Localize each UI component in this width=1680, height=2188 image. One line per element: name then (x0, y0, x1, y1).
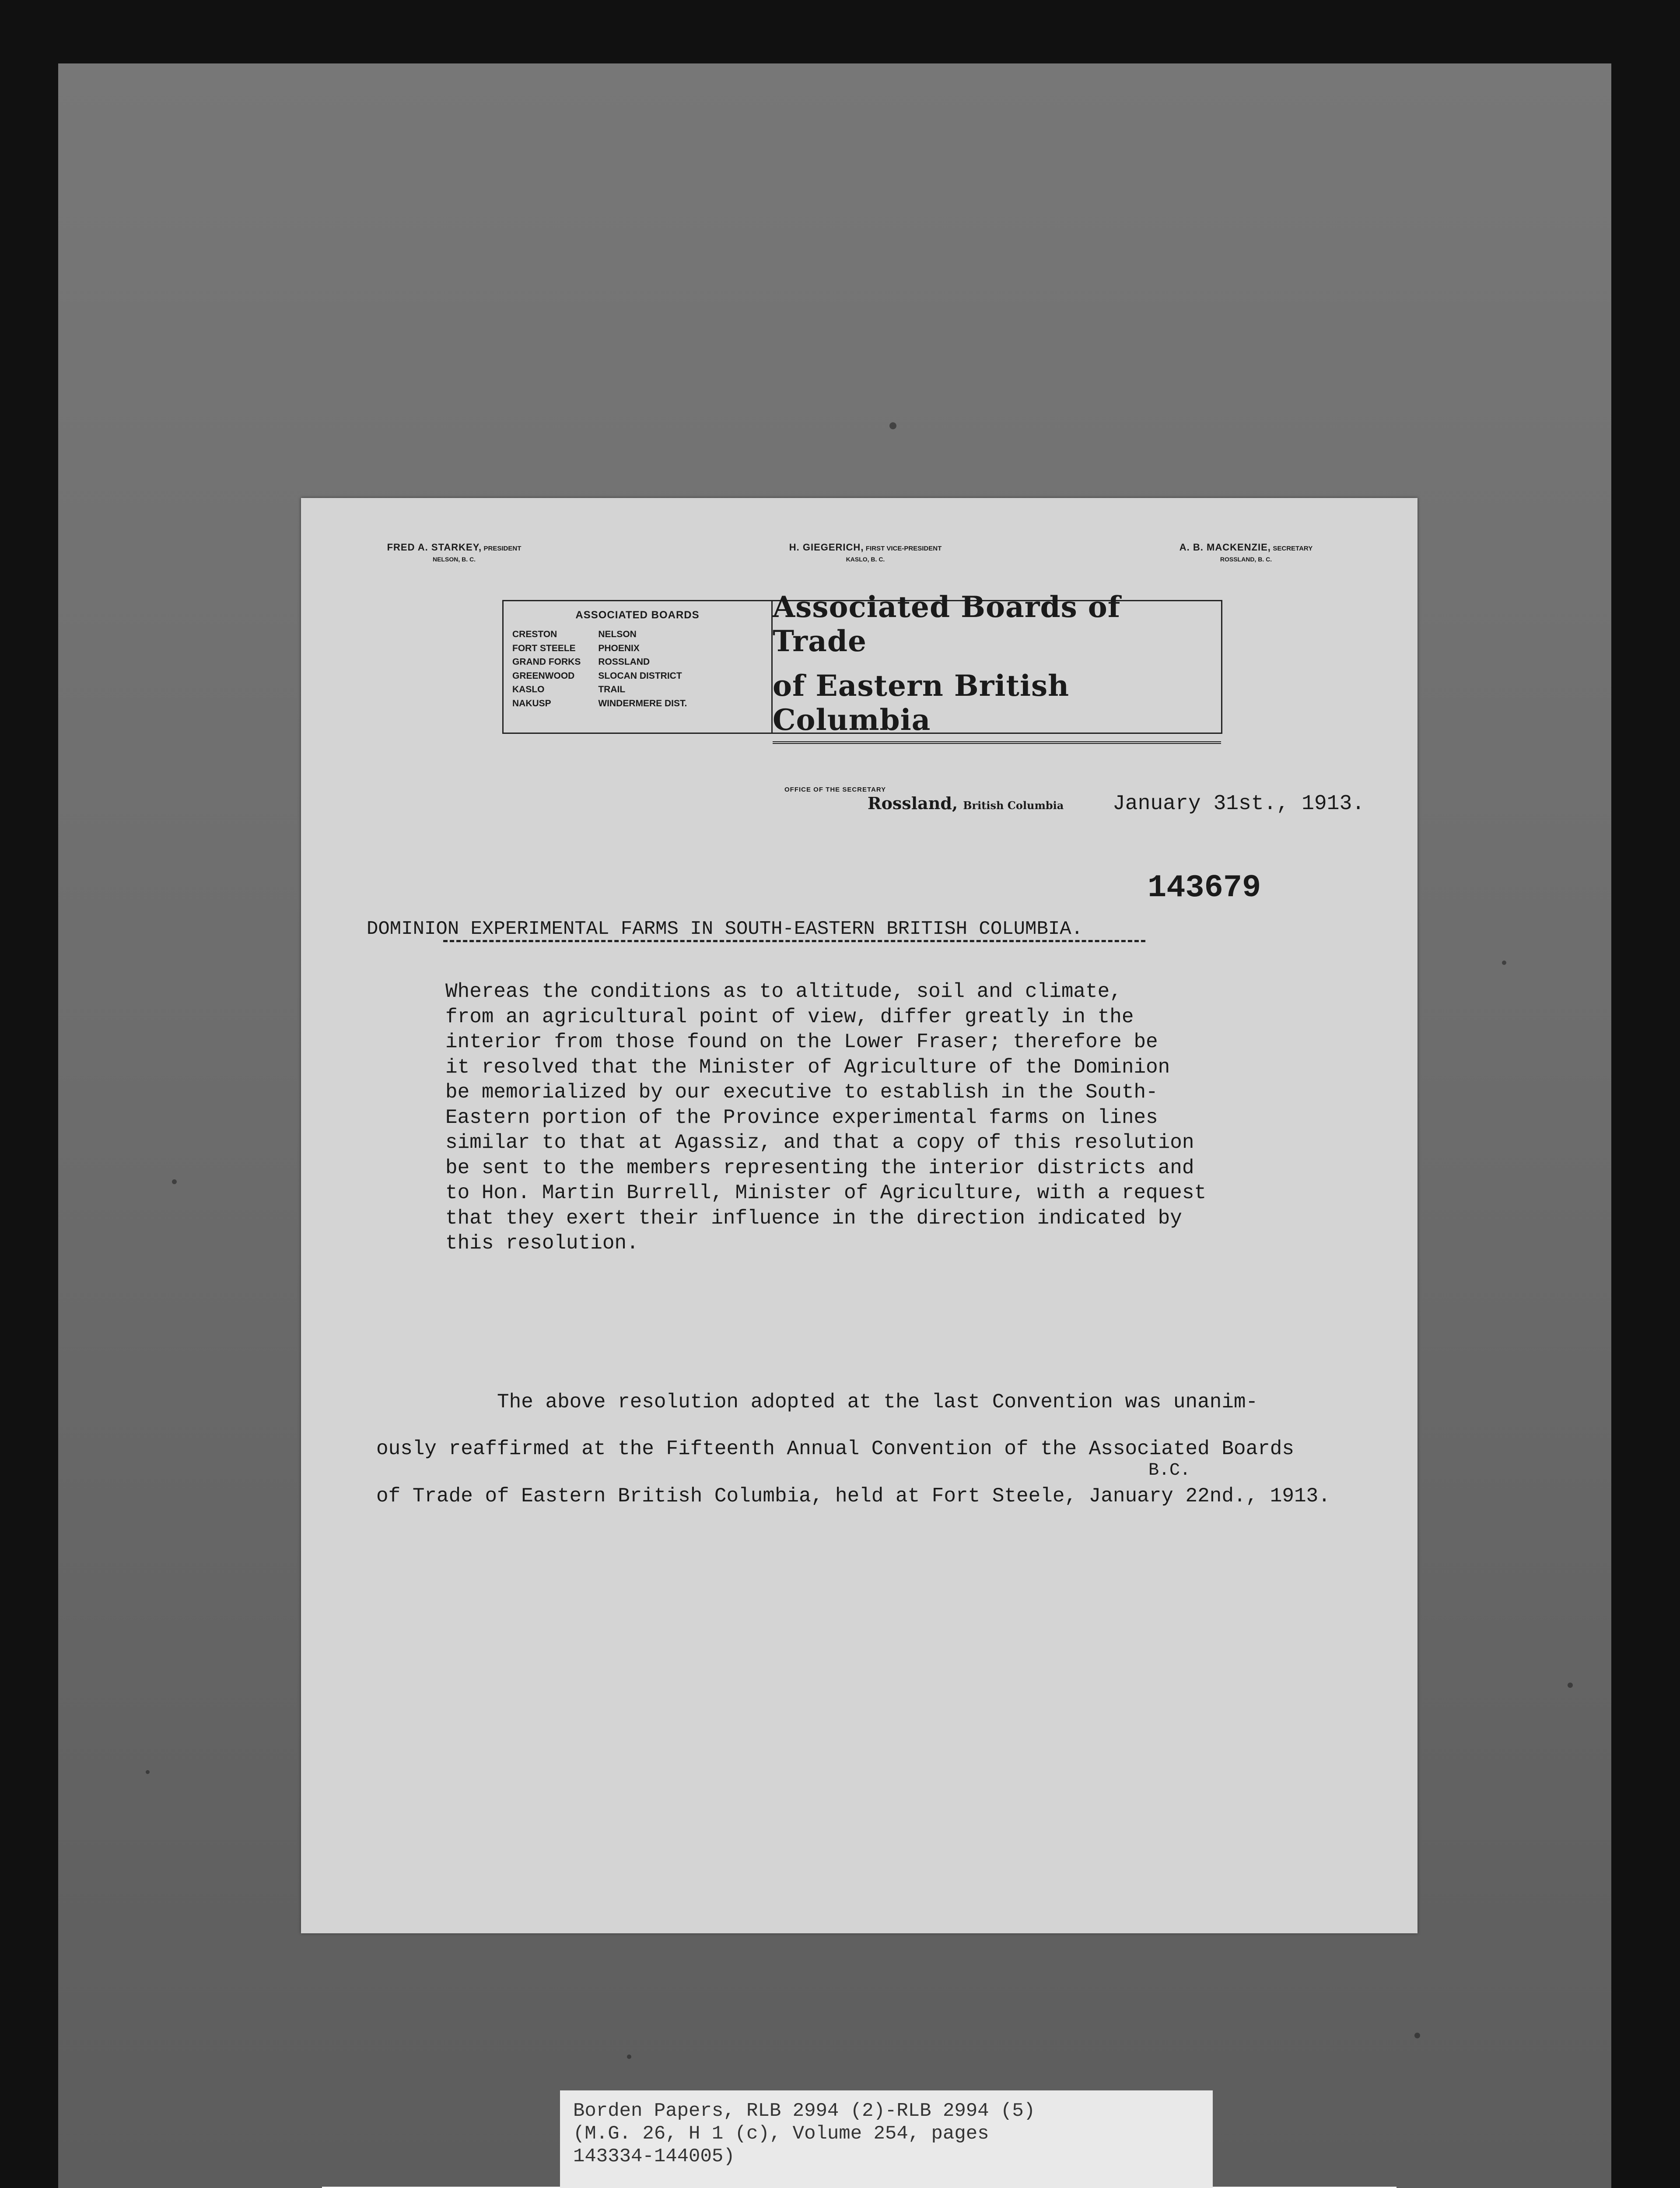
reaffirmation-line-1: The above resolution adopted at the last Convention was unanim- (376, 1391, 1258, 1413)
board-name: CRESTON (512, 629, 557, 639)
vice-president-place: KASLO, B. C. (846, 556, 885, 563)
secretary-block (1124, 542, 1368, 563)
president-name: FRED A. STARKEY, (387, 542, 482, 553)
organization-line-1: Associated Boards of Trade (773, 590, 1121, 658)
board-name: TRAIL (598, 684, 626, 694)
president-place: NELSON, B. C. (432, 556, 476, 563)
reaffirmation-line-2: ously reaffirmed at the Fifteenth Annual Convention of the Associated Boards (376, 1438, 1294, 1460)
reaffirmation-paragraph (376, 1391, 1396, 1527)
reaffirmation-insertion: B.C. (1148, 1461, 1191, 1480)
secretary-name: A. B. MACKENZIE, (1179, 542, 1271, 553)
letter-date: January 31st., 1913. (1113, 792, 1365, 816)
reaffirmation-line-3: of Trade of Eastern British Columbia, held at Fort Steele, January 22nd., 1913. (376, 1485, 1330, 1508)
board-name: ROSSLAND (598, 657, 650, 667)
president-role: PRESIDENT (483, 545, 522, 552)
board-name: GREENWOOD (512, 670, 575, 681)
resolution-text: Whereas the conditions as to altitude, soil and climate, from an agricultural point of view, differ greatly in the interior from those found on the Lower Fraser; therefore be it resolved that the Minister of Agriculture of the Dominion be memorialized by our executive to establish in the South- Eastern portion of the Province experimental farms on lines similar to that at Agassiz, and that a copy of this resolution be sent to the members representing the interior districts and to Hon. Martin Burrell, Minister of Agriculture, with a request that they exert their influence in the direction indicated by this resolution. (445, 980, 1207, 1255)
office-province: British Columbia (963, 799, 1064, 812)
reference-label (560, 2090, 1213, 2188)
speckle (1568, 1683, 1573, 1688)
letterhead (502, 590, 1222, 737)
president-block (371, 542, 537, 563)
vice-president-block (730, 542, 1001, 563)
associated-boards-heading: ASSOCIATED BOARDS (575, 609, 700, 621)
speckle (1502, 961, 1506, 965)
reference-line-2: (M.G. 26, H 1 (c), Volume 254, pages (573, 2122, 989, 2145)
boards-right-column (598, 628, 687, 710)
associated-boards-box (504, 601, 773, 733)
board-name: PHOENIX (598, 643, 640, 653)
board-name: NELSON (598, 629, 637, 639)
secretary-role: SECRETARY (1273, 545, 1313, 552)
speckle (889, 422, 896, 429)
board-name: NAKUSP (512, 698, 551, 708)
board-name: KASLO (512, 684, 545, 694)
letter-page (301, 498, 1418, 1933)
reference-line-1: Borden Papers, RLB 2994 (2)-RLB 2994 (5) (573, 2100, 1036, 2122)
speckle (146, 1770, 150, 1774)
secretary-place: ROSSLAND, B. C. (1220, 556, 1272, 563)
organization-name (773, 590, 1221, 737)
document-number: 143679 (1148, 870, 1261, 906)
organization-line-2: of Eastern British Columbia (773, 669, 1221, 744)
office-label: OFFICE OF THE SECRETARY (784, 786, 886, 793)
office-block (784, 786, 1064, 813)
board-name: GRAND FORKS (512, 657, 581, 667)
vice-president-role: FIRST VICE-PRESIDENT (865, 545, 942, 552)
board-name: SLOCAN DISTRICT (598, 670, 682, 681)
reference-line-3: 143334-144005) (573, 2145, 735, 2167)
speckle (172, 1179, 177, 1184)
speckle (1414, 2033, 1420, 2038)
speckle (627, 2055, 631, 2059)
subject-underline (443, 940, 1145, 942)
board-name: WINDERMERE DIST. (598, 698, 687, 708)
subject-heading: DOMINION EXPERIMENTAL FARMS IN SOUTH-EASTERN BRITISH COLUMBIA. (367, 918, 1083, 940)
boards-left-column (512, 628, 581, 710)
board-name: FORT STEELE (512, 643, 576, 653)
office-city: Rossland, (868, 793, 958, 813)
vice-president-name: H. GIEGERICH, (789, 542, 864, 553)
